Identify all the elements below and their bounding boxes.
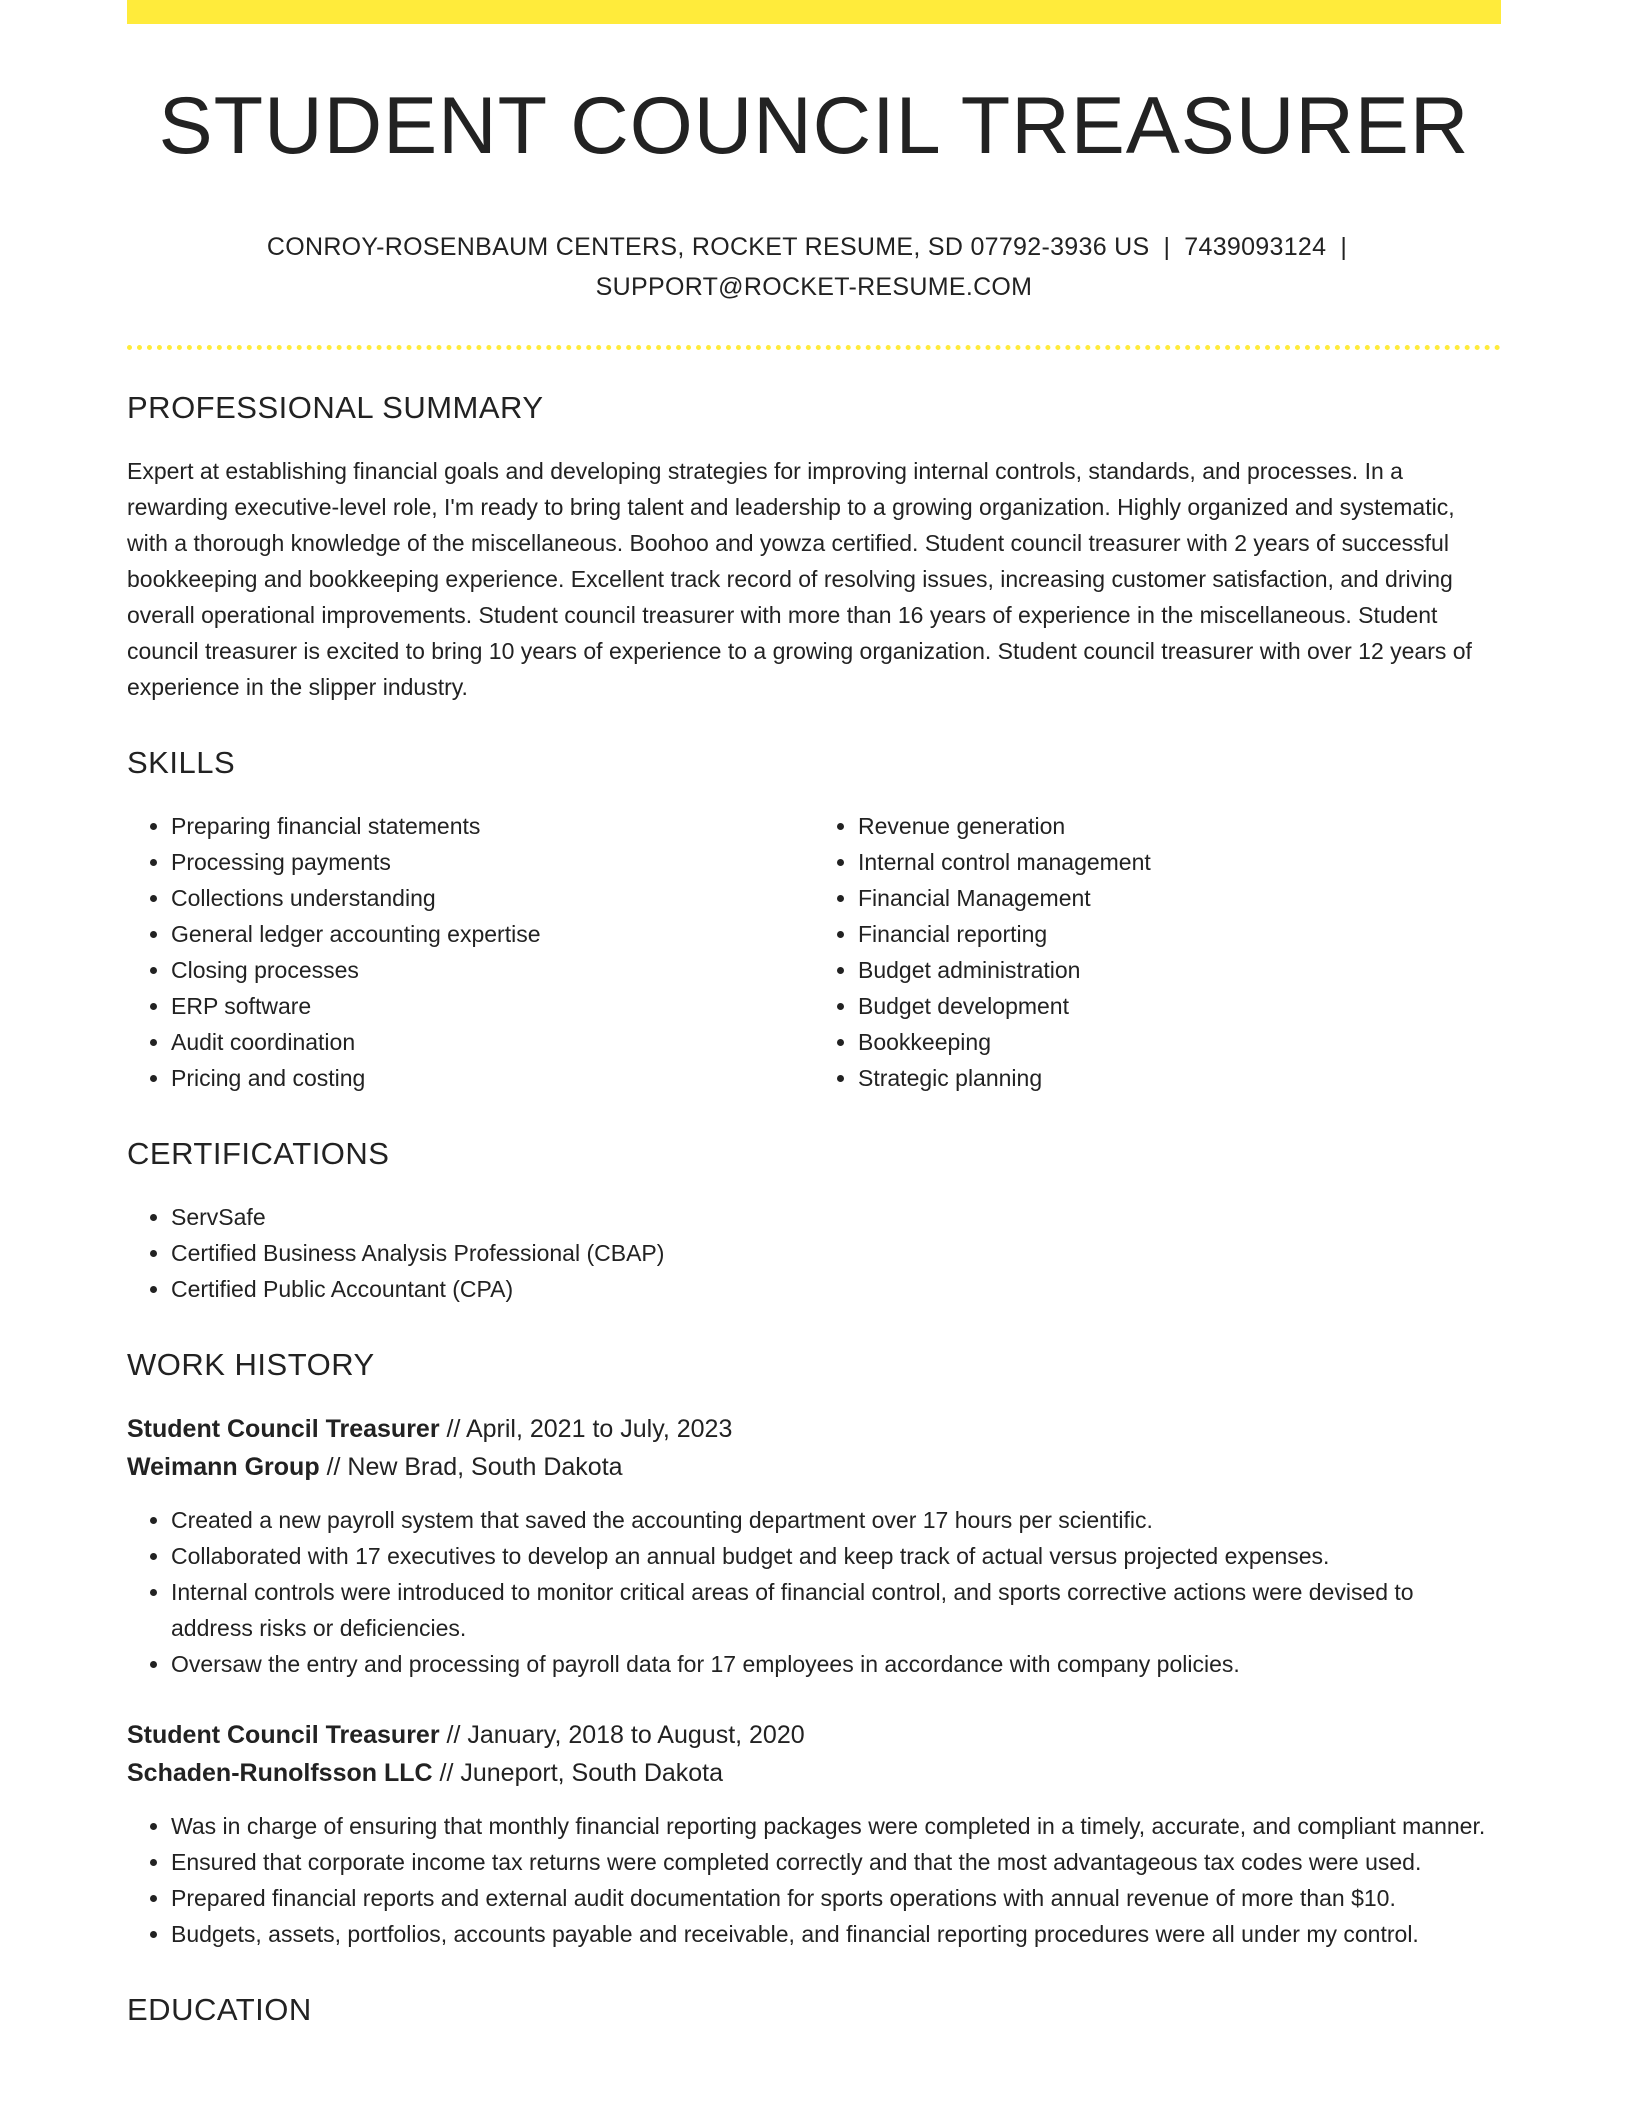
job-bullet: • Internal controls were introduced to monitor critical areas of financial control, and sports corrective actions were devised to address risks or deficiencies. xyxy=(171,1574,1501,1646)
skill-item: • Preparing financial statements xyxy=(171,808,814,844)
skill-item: • Strategic planning xyxy=(858,1060,1501,1096)
skill-item: • ERP software xyxy=(171,988,814,1024)
work-history-section xyxy=(127,1349,1501,1952)
dotted-divider xyxy=(127,345,1501,350)
work-history-heading: WORK HISTORY xyxy=(127,1347,375,1383)
job-bullet: • Created a new payroll system that saved the accounting department over 17 hours per scientific. xyxy=(171,1502,1501,1538)
skills-right-list xyxy=(814,808,1501,1096)
job-title: Student Council Treasurer xyxy=(127,1721,440,1750)
skill-item: • Financial Management xyxy=(858,880,1501,916)
skills-columns xyxy=(127,808,1501,1096)
resume-name: STUDENT COUNCIL TREASURER xyxy=(158,81,1470,171)
skill-item: • Budget development xyxy=(858,988,1501,1024)
resume-page xyxy=(127,0,1501,2055)
email: SUPPORT@ROCKET-RESUME.COM xyxy=(595,273,1033,302)
address: CONROY-ROSENBAUM CENTERS, ROCKET RESUME, SD 07792-3936 US xyxy=(266,233,1150,262)
summary-text: Expert at establishing financial goals and developing strategies for improving internal controls, standards, and processes. In a rewarding executive-level role, I'm ready to bring talent and leadership to a growing organization. Highly organized and systematic, with a thorough knowledge of the miscellaneous. Boohoo and yowza certified. Student council treasurer with 2 years of successful bookkeeping and bookkeeping experience. Excellent track record of resolving issues, increasing customer satisfaction, and driving overall operational improvements. Student council treasurer with more than 16 years of experience in the miscellaneous. Student council treasurer is excited to bring 10 years of experience to a growing organization. Student council treasurer with over 12 years of experience in the slipper industry. xyxy=(127,458,1472,701)
certifications-section xyxy=(127,1138,1501,1307)
job-bullets xyxy=(127,1502,1501,1682)
job-location: // New Brad, South Dakota xyxy=(326,1453,623,1482)
job-company-line xyxy=(127,1754,1501,1792)
separator: | xyxy=(1340,233,1348,262)
job-bullet: • Budgets, assets, portfolios, accounts payable and receivable, and financial reporting procedures were all under my control. xyxy=(171,1916,1501,1952)
skill-item: • Audit coordination xyxy=(171,1024,814,1060)
certifications-list xyxy=(127,1199,1501,1307)
job-bullet: • Collaborated with 17 executives to develop an annual budget and keep track of actual versus projected expenses. xyxy=(171,1538,1501,1574)
skill-item: • Collections understanding xyxy=(171,880,814,916)
certification-item: • Certified Public Accountant (CPA) xyxy=(171,1271,1501,1307)
separator: | xyxy=(1163,233,1171,262)
job-title-line xyxy=(127,1716,1501,1754)
summary-section xyxy=(127,392,1501,705)
job-dates: // April, 2021 to July, 2023 xyxy=(446,1415,733,1444)
contact-info xyxy=(127,227,1501,307)
skill-item: • Pricing and costing xyxy=(171,1060,814,1096)
skills-heading: SKILLS xyxy=(127,745,236,781)
certifications-heading: CERTIFICATIONS xyxy=(127,1136,390,1172)
job-bullet: • Oversaw the entry and processing of payroll data for 17 employees in accordance with company policies. xyxy=(171,1646,1501,1682)
job-entry xyxy=(127,1716,1501,1952)
job-location: // Juneport, South Dakota xyxy=(439,1759,724,1788)
skill-item: • Closing processes xyxy=(171,952,814,988)
job-company-line xyxy=(127,1448,1501,1486)
skill-item: • Internal control management xyxy=(858,844,1501,880)
accent-bar xyxy=(127,0,1501,24)
job-title-line xyxy=(127,1410,1501,1448)
skill-item: • Bookkeeping xyxy=(858,1024,1501,1060)
summary-heading: PROFESSIONAL SUMMARY xyxy=(127,390,544,426)
certification-item: • Certified Business Analysis Professional (CBAP) xyxy=(171,1235,1501,1271)
education-heading: EDUCATION xyxy=(127,1992,312,2028)
skills-section xyxy=(127,747,1501,1096)
skills-left-list xyxy=(127,808,814,1096)
skill-item: • General ledger accounting expertise xyxy=(171,916,814,952)
skill-item: • Revenue generation xyxy=(858,808,1501,844)
job-bullet: • Prepared financial reports and external audit documentation for sports operations with annual revenue of more than $10. xyxy=(171,1880,1501,1916)
education-section xyxy=(127,1992,1501,2028)
job-entry xyxy=(127,1410,1501,1682)
job-title: Student Council Treasurer xyxy=(127,1415,440,1444)
job-bullet: • Ensured that corporate income tax returns were completed correctly and that the most advantageous tax codes were used. xyxy=(171,1844,1501,1880)
skill-item: • Financial reporting xyxy=(858,916,1501,952)
job-company: Weimann Group xyxy=(127,1453,320,1482)
phone: 7439093124 xyxy=(1184,233,1327,262)
job-company: Schaden-Runolfsson LLC xyxy=(127,1759,433,1788)
job-dates: // January, 2018 to August, 2020 xyxy=(446,1721,805,1750)
job-bullet: • Was in charge of ensuring that monthly financial reporting packages were completed in a timely, accurate, and compliant manner. xyxy=(171,1808,1501,1844)
skill-item: • Processing payments xyxy=(171,844,814,880)
skill-item: • Budget administration xyxy=(858,952,1501,988)
certification-item: • ServSafe xyxy=(171,1199,1501,1235)
job-bullets xyxy=(127,1808,1501,1952)
